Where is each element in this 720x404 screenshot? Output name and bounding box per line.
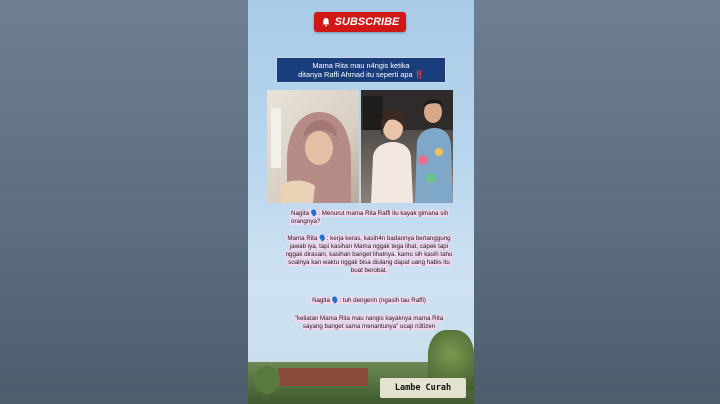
chat-line-netizen-comment: "keliatan Mama Rita mau nangis kayaknya mama Rita sayang banget sama menantunya" ucap n3tizen [294, 315, 444, 330]
video-frame[interactable] [248, 0, 474, 404]
double-exclamation-icon: ‼️ [414, 70, 424, 79]
headline-banner [276, 57, 446, 83]
blurred-background-left [0, 0, 248, 404]
photo-nagita-raffi [361, 90, 453, 203]
headline-line-2: ditanya Raffi Ahmad itu seperti apa [298, 70, 413, 79]
subscribe-button[interactable] [314, 12, 406, 32]
blurred-background-right [472, 0, 720, 404]
headline-line-1: Mama Rita mau n4ngis ketika [312, 61, 410, 70]
photo-collage [267, 90, 453, 203]
scenery-bush [254, 366, 280, 394]
chat-line-mama-rita-answer: Mama Rita 🗣️: kerja keras, kasih4n badannya bertanggung jawab iya, tapi kasihan Mama nggak tega lihat, capek tapi nggak dirasain, kasihan banget lihatnya. kamu sih kasih tahu soalnya kan waktu nggak bisa diulang dapat uang habis itu buat berobat. [285, 235, 453, 274]
couple-illustration [361, 90, 453, 203]
chat-line-nagita-question: Nagita 🗣️: Menurut mama Rita Raffi itu kayak gimana sih orangnya? [291, 210, 449, 225]
chat-line-nagita-reply: Nagita 🗣️: tuh dengerin (ngasih tau Raffi) [312, 297, 426, 304]
watermark: Lambe Curah [380, 378, 466, 398]
scenery-roof [278, 368, 368, 386]
photo-mama-rita [267, 90, 359, 203]
woman-hijab-illustration [267, 90, 359, 203]
bell-icon [321, 17, 331, 27]
subscribe-label: SUBSCRIBE [334, 16, 400, 28]
